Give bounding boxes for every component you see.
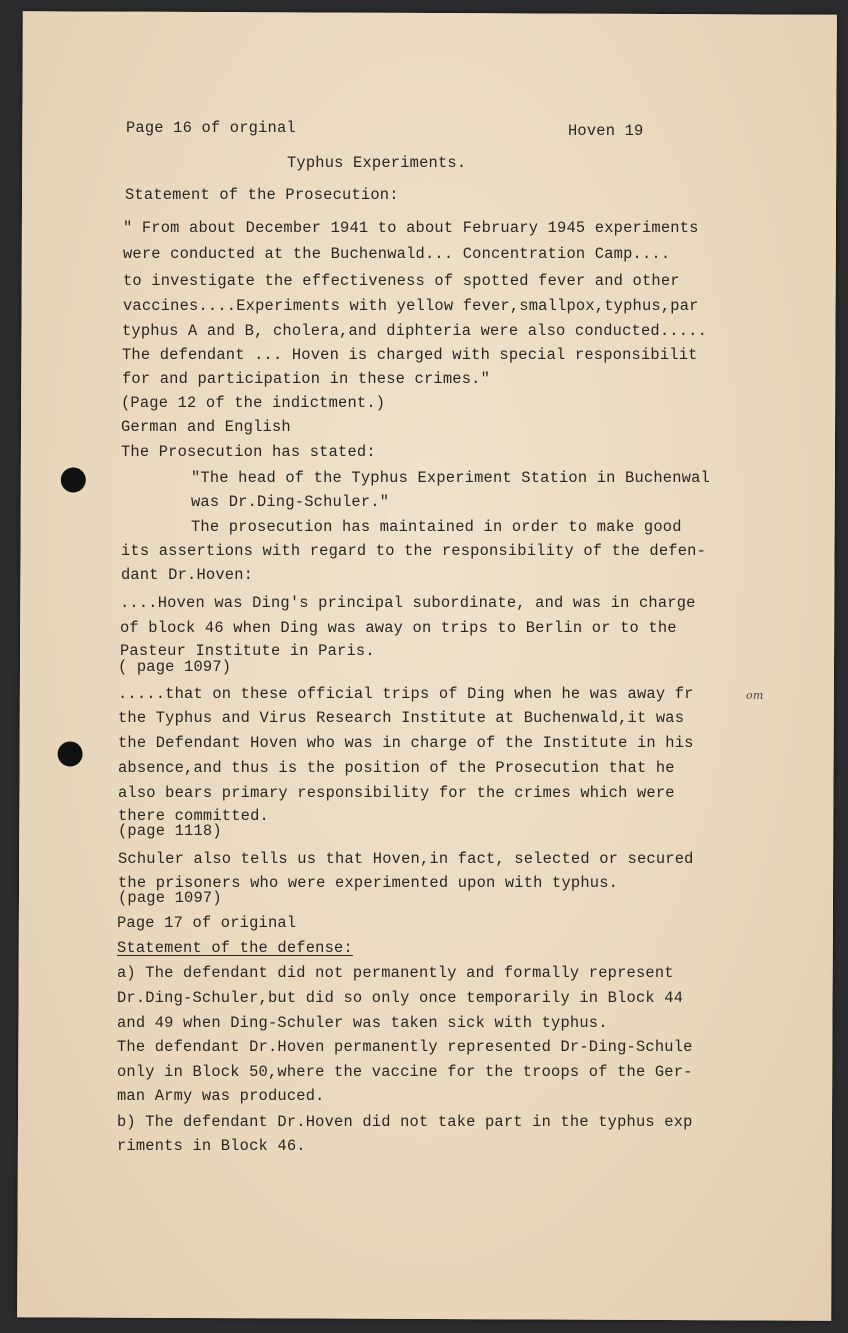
section-heading-prosecution: Statement of the Prosecution: — [125, 186, 399, 204]
text-line: absence,and thus is the position of the Prosecution that he — [118, 759, 675, 777]
text-line: Schuler also tells us that Hoven,in fact, selected or secured — [118, 850, 694, 868]
text-line: b) The defendant Dr.Hoven did not take part in the typhus exp — [117, 1113, 693, 1131]
text-line: (Page 12 of the indictment.) — [121, 394, 386, 412]
text-line: The defendant Dr.Hoven permanently represented Dr-Ding-Schule — [117, 1038, 693, 1056]
text-line: Dr.Ding-Schuler,but did so only once temporarily in Block 44 — [117, 989, 684, 1007]
text-line: ....Hoven was Ding's principal subordinate, and was in charge — [120, 594, 696, 612]
text-line: its assertions with regard to the responsibility of the defen- — [121, 542, 707, 560]
document-title: Typhus Experiments. — [287, 154, 467, 172]
text-line: the Typhus and Virus Research Institute at Buchenwald,it was — [118, 709, 685, 727]
punch-hole-top — [61, 467, 86, 492]
text-line: ( page 1097) — [118, 658, 232, 676]
text-line: there committed. — [118, 807, 269, 825]
text-line: (page 1118) — [118, 822, 222, 840]
text-line: was Dr.Ding-Schuler." — [191, 493, 390, 511]
text-line: were conducted at the Buchenwald... Concentration Camp.... — [123, 245, 671, 263]
text-line: only in Block 50,where the vaccine for the troops of the Ger- — [117, 1063, 693, 1081]
text-line: a) The defendant did not permanently and formally represent — [117, 964, 674, 982]
text-line: for and participation in these crimes." — [122, 370, 490, 388]
text-line: riments in Block 46. — [117, 1137, 306, 1155]
text-line: the Defendant Hoven who was in charge of the Institute in his — [118, 734, 694, 752]
text-line: (page 1097) — [118, 889, 222, 907]
text-line: .....that on these official trips of Ding when he was away fr — [118, 685, 694, 703]
text-line: also bears primary responsibility for the crimes which were — [118, 784, 675, 802]
text-line: of block 46 when Ding was away on trips to Berlin or to the — [120, 619, 677, 637]
text-line: dant Dr.Hoven: — [121, 566, 254, 584]
text-line: vaccines....Experiments with yellow fever,smallpox,typhus,par — [123, 297, 699, 315]
text-line: "The head of the Typhus Experiment Station in Buchenwal — [191, 469, 710, 487]
punch-hole-bottom — [58, 741, 83, 766]
document-reference: Hoven 19 — [568, 122, 644, 140]
text-line: the prisoners who were experimented upon with typhus. — [118, 874, 619, 892]
text-line: German and English — [121, 418, 291, 436]
text-line: The prosecution has maintained in order to make good — [191, 518, 682, 536]
page-reference: Page 16 of orginal — [126, 119, 296, 137]
text-line: " From about December 1941 to about February 1945 experiments — [123, 219, 699, 237]
text-line: Page 17 of original — [117, 914, 297, 932]
section-heading-defense: Statement of the defense: — [117, 939, 353, 957]
text-line: The defendant ... Hoven is charged with special responsibilit — [122, 346, 698, 364]
text-line: to investigate the effectiveness of spotted fever and other — [123, 272, 680, 290]
handwritten-note: om — [746, 689, 764, 702]
text-line: typhus A and B, cholera,and diphteria were also conducted..... — [122, 322, 708, 340]
text-line: and 49 when Ding-Schuler was taken sick with typhus. — [117, 1014, 608, 1032]
text-line: man Army was produced. — [117, 1087, 325, 1105]
text-line: Pasteur Institute in Paris. — [120, 642, 375, 660]
text-line: The Prosecution has stated: — [121, 443, 376, 461]
